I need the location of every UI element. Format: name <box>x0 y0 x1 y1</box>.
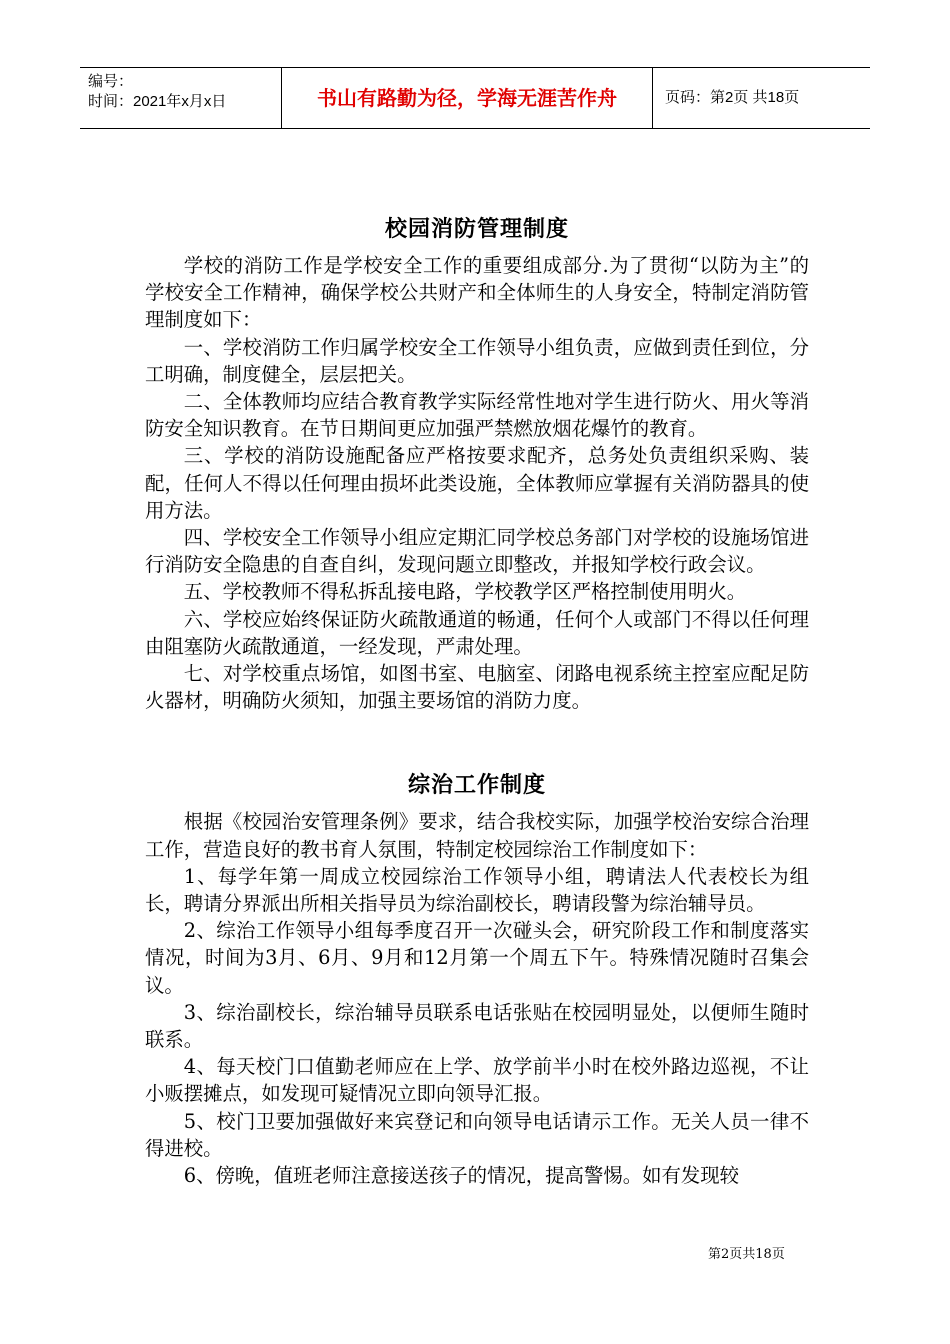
paragraph: 6、傍晚，值班老师注意接送孩子的情况，提高警惕。如有发现较 <box>183 1164 740 1188</box>
header-meta <box>88 72 226 112</box>
paragraph: 3、综治副校长，综治辅导员联系电话张贴在校园明显处，以便师生随时联系。 <box>145 1000 809 1052</box>
document-time-label: 时间：2021年x月x日 <box>88 93 227 110</box>
section-title: 校园消防管理制度 <box>384 217 569 242</box>
paragraph: 4、每天校门口值勤老师应在上学、放学前半小时在校外路边巡视，不让小贩摆摊点，如发现可疑情况立即向领导汇报。 <box>145 1055 809 1106</box>
paragraph: 2、综治工作领导小组每季度召开一次碰头会，研究阶段工作和制度落实情况，时间为3月、6月、9月和12月第一个周五下午。特殊情况随时召集会议。 <box>145 919 809 997</box>
paragraph: 一、学校消防工作归属学校安全工作领导小组负责，应做到责任到位，分工明确，制度健全，层层把关。 <box>145 335 809 386</box>
header-page-info: 页码：第2页 共18页 <box>665 89 800 106</box>
page-footer: 第2页共18页 <box>708 1247 785 1262</box>
section-spacer <box>145 714 809 764</box>
paragraph: 根据《校园治安管理条例》要求，结合我校实际，加强学校治安综合治理工作，营造良好的教书育人氛围，特制定校园综治工作制度如下： <box>145 810 809 861</box>
header-divider <box>652 68 653 128</box>
paragraph: 五、学校教师不得私拆乱接电路，学校教学区严格控制使用明火。 <box>183 580 747 604</box>
paragraph: 5、校门卫要加强做好来宾登记和向领导电话请示工作。无关人员一律不得进校。 <box>145 1109 809 1160</box>
paragraph: 学校的消防工作是学校安全工作的重要组成部分.为了贯彻“以防为主”的学校安全工作精神，确保学校公共财产和全体师生的人身安全，特制定消防管理制度如下： <box>145 254 809 332</box>
paragraph: 二、全体教师均应结合教育教学实际经常性地对学生进行防火、用火等消防安全知识教育。在节日期间更应加强严禁燃放烟花爆竹的教育。 <box>145 390 809 441</box>
document-body <box>145 208 809 1189</box>
paragraph: 七、对学校重点场馆，如图书室、电脑室、闭路电视系统主控室应配足防火器材，明确防火须知，加强主要场馆的消防力度。 <box>145 662 809 713</box>
section-title: 综治工作制度 <box>407 773 546 799</box>
header-motto: 书山有路勤为径，学海无涯苦作舟 <box>317 86 617 110</box>
document-number-label: 编号： <box>88 73 134 90</box>
paragraph: 四、学校安全工作领导小组应定期汇同学校总务部门对学校的设施场馆进行消防安全隐患的自查自纠，发现问题立即整改，并报知学校行政会议。 <box>145 526 809 577</box>
paragraph: 三、学校的消防设施配备应严格按要求配齐，总务处负责组织采购、装配，任何人不得以任何理由损坏此类设施，全体教师应掌握有关消防器具的使用方法。 <box>145 444 809 522</box>
paragraph: 1、每学年第一周成立校园综治工作领导小组，聘请法人代表校长为组长，聘请分界派出所相关指导员为综治副校长，聘请段警为综治辅导员。 <box>145 864 809 916</box>
header-divider <box>281 68 282 128</box>
paragraph: 六、学校应始终保证防火疏散通道的畅通，任何个人或部门不得以任何理由阻塞防火疏散通道，一经发现，严肃处理。 <box>145 607 809 658</box>
page-header <box>80 67 870 129</box>
